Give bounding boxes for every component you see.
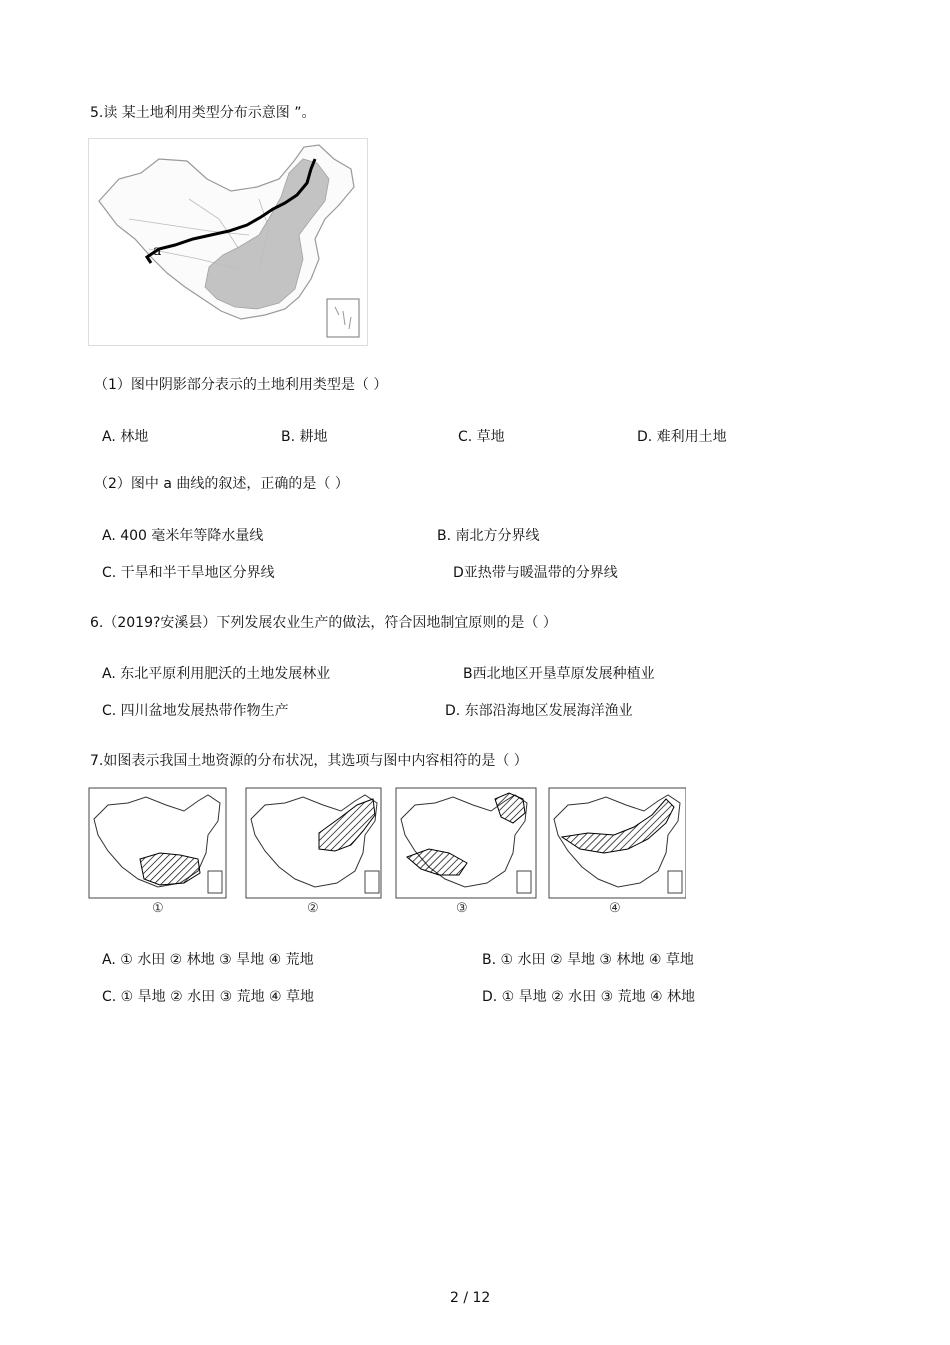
q6-option-a[interactable]: A. 东北平原利用肥沃的土地发展林业 — [102, 666, 331, 682]
q5-sub2-option-b[interactable]: B. 南北方分界线 — [437, 528, 540, 544]
q7-maps-figure — [88, 787, 686, 919]
map-caption-1: ① — [152, 901, 164, 916]
map-caption-2: ② — [307, 901, 319, 916]
q7-option-d[interactable]: D. ① 旱地 ② 水田 ③ 荒地 ④ 林地 — [482, 989, 696, 1005]
curve-a-label: a — [153, 243, 162, 259]
q5-map-figure — [88, 138, 368, 346]
q5-stem: 5.读 某土地利用类型分布示意图 ”。 — [90, 105, 316, 121]
q5-sub2-question: （2）图中 a 曲线的叙述，正确的是（ ） — [94, 476, 349, 492]
china-map-icon — [89, 139, 367, 345]
q6-option-d[interactable]: D. 东部沿海地区发展海洋渔业 — [445, 703, 633, 719]
map-caption-4: ④ — [609, 901, 621, 916]
q5-sub1-option-c[interactable]: C. 草地 — [458, 429, 505, 445]
q5-sub1-option-d[interactable]: D. 难利用土地 — [637, 429, 727, 445]
q7-option-a[interactable]: A. ① 水田 ② 林地 ③ 旱地 ④ 荒地 — [102, 952, 314, 968]
q7-option-b[interactable]: B. ① 水田 ② 旱地 ③ 林地 ④ 草地 — [482, 952, 694, 968]
page-number: 2 / 12 — [450, 1290, 491, 1306]
q5-sub1-option-a[interactable]: A. 林地 — [102, 429, 149, 445]
q5-sub2-option-a[interactable]: A. 400 毫米年等降水量线 — [102, 528, 264, 544]
q6-option-c[interactable]: C. 四川盆地发展热带作物生产 — [102, 703, 289, 719]
q5-sub2-option-c[interactable]: C. 干旱和半干旱地区分界线 — [102, 565, 275, 581]
q6-stem: 6.（2019?安溪县）下列发展农业生产的做法，符合因地制宜原则的是（ ） — [90, 615, 557, 631]
land-resource-maps-icon — [88, 787, 686, 919]
q5-sub1-question: （1）图中阴影部分表示的土地利用类型是（ ） — [94, 377, 388, 393]
q5-sub1-option-b[interactable]: B. 耕地 — [281, 429, 328, 445]
q6-option-b[interactable]: B西北地区开垦草原发展种植业 — [463, 666, 655, 682]
q7-stem: 7.如图表示我国土地资源的分布状况，其选项与图中内容相符的是（ ） — [90, 753, 528, 769]
map-caption-3: ③ — [456, 901, 468, 916]
q7-option-c[interactable]: C. ① 旱地 ② 水田 ③ 荒地 ④ 草地 — [102, 989, 315, 1005]
q5-sub2-option-d[interactable]: D亚热带与暖温带的分界线 — [453, 565, 618, 581]
